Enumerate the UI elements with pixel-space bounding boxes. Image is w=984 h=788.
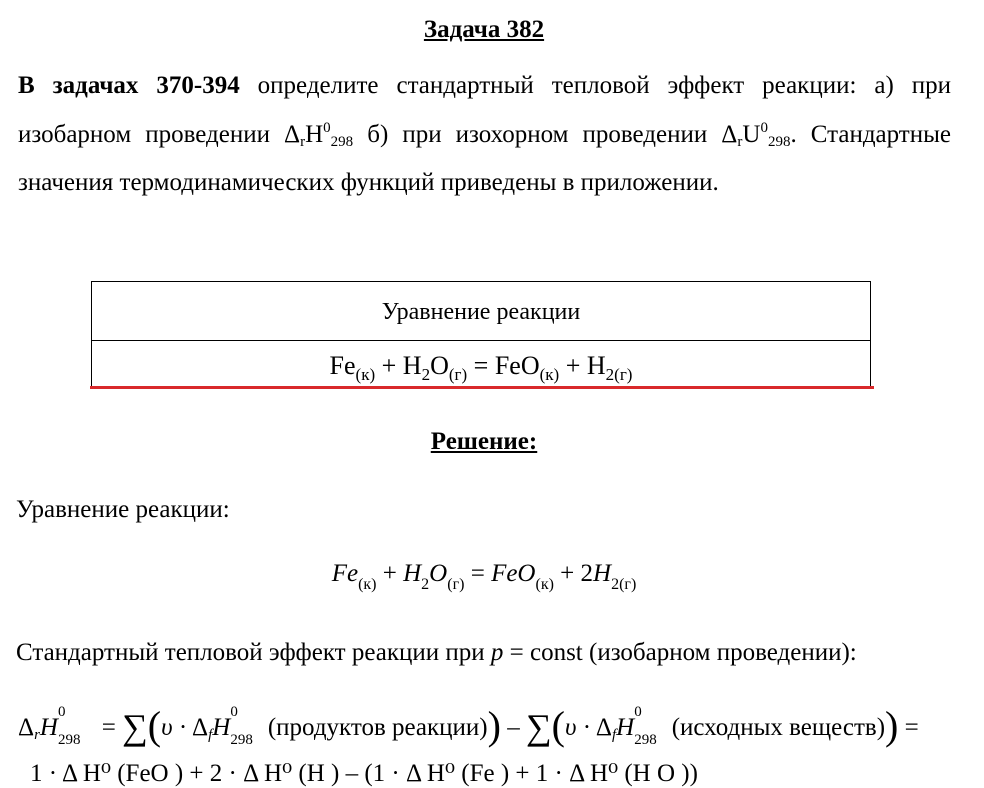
formula-h2: + H [559, 351, 606, 380]
enthalpy-symbol: H [305, 120, 324, 148]
task-text-part2: б) при изохорном проведении Δ [353, 120, 738, 148]
nu-symbol: υ [564, 714, 577, 741]
eq-o: O [429, 560, 448, 587]
task-title: Задача 382 [423, 16, 545, 43]
eq-state: 2(г) [611, 576, 637, 593]
superscript-zero: 0 [760, 119, 768, 136]
eq-h2: H [593, 560, 612, 587]
subscript-r: r [300, 133, 306, 150]
subscript-298: 298 [57, 732, 81, 748]
reaction-equation [0, 560, 968, 593]
close-paren: ) [487, 703, 501, 748]
close-paren: ) [885, 703, 899, 748]
solution-title: Решение: [430, 428, 538, 455]
superscript-zero: 0 [634, 704, 642, 720]
formula-fe: Fe [329, 351, 356, 380]
nu-symbol: υ [161, 714, 173, 741]
open-paren: ( [551, 703, 565, 748]
pressure-symbol: p [490, 639, 504, 666]
sum-icon: ∑ [122, 707, 148, 747]
eq-state: (к) [535, 576, 554, 593]
hess-formula [18, 702, 919, 749]
eq-plus: + [376, 560, 404, 587]
reaction-table [91, 281, 871, 387]
eq-feo: FeO [491, 560, 536, 587]
enthalpy-paragraph [16, 639, 857, 667]
superscript-zero: 0 [57, 704, 66, 720]
internal-energy-symbol: U [742, 120, 761, 148]
dot-delta: · Δ [576, 714, 612, 741]
formula-feo: = FeO [467, 351, 540, 380]
index-2: 2 [421, 365, 431, 384]
eq-fe: Fe [331, 560, 359, 587]
reactants-term: (исходных веществ) [671, 714, 886, 741]
sum-icon: ∑ [525, 707, 552, 747]
superscript-zero: 0 [323, 119, 331, 136]
state-gas: 2(г) [605, 365, 633, 384]
eq-plus: + 2 [553, 560, 594, 587]
equals-sign: = [95, 714, 123, 741]
eq-state: (к) [358, 576, 377, 593]
formula-h: + H [375, 351, 422, 380]
enthalpy-symbol: H [212, 714, 231, 741]
reaction-table-header: Уравнение реакции [92, 282, 870, 341]
open-paren: ( [147, 703, 162, 748]
eq-index: 2 [421, 576, 430, 593]
task-range-bold: В задачах 370-394 [18, 72, 240, 99]
equation-label: Уравнение реакции: [16, 496, 230, 523]
paragraph-text: Стандартный тепловой эффект реакции при [16, 639, 491, 666]
subscript-298: 298 [634, 732, 657, 748]
enthalpy-symbol: H [616, 714, 635, 741]
trailing-equals: = [898, 714, 919, 741]
minus-sign: – [500, 714, 526, 741]
eq-state: (г) [447, 576, 465, 593]
superscript-zero: 0 [230, 704, 238, 720]
partially-visible-formula-line: 1 · Δ H⁰ (FeO ) + 2 · Δ H⁰ (H ) – (1 · Δ H⁰ (Fe ) + 1 · Δ H⁰ (H O )) [30, 760, 698, 787]
subscript-298: 298 [767, 133, 791, 150]
subscript-r: r [737, 133, 743, 150]
reaction-table-row [92, 341, 870, 387]
delta-symbol: Δ [18, 714, 35, 741]
formula-o: O [430, 351, 449, 380]
subscript-f: f [208, 727, 213, 743]
products-term: (продуктов реакции) [267, 714, 488, 741]
task-statement [18, 62, 951, 208]
subscript-r: r [34, 727, 40, 743]
eq-h: H [403, 560, 422, 587]
subscript-f: f [611, 727, 617, 743]
task-text-part3: . Стандартные значения термодинамических функций приведены в приложении. [18, 120, 951, 196]
table-bottom-red-border [90, 386, 874, 389]
subscript-298: 298 [330, 133, 354, 150]
dot-delta: · Δ [172, 714, 209, 741]
state-gas: (г) [448, 365, 468, 384]
task-text-part1: определите стандартный тепловой эффект реакции: а) при изобарном проведении Δ [18, 72, 951, 148]
state-solid: (к) [355, 365, 376, 384]
subscript-298: 298 [230, 732, 253, 748]
enthalpy-symbol: H [39, 714, 58, 741]
eq-equals: = [464, 560, 492, 587]
state-solid: (к) [539, 365, 560, 384]
paragraph-text: = const (изобарном проведении): [503, 639, 857, 666]
